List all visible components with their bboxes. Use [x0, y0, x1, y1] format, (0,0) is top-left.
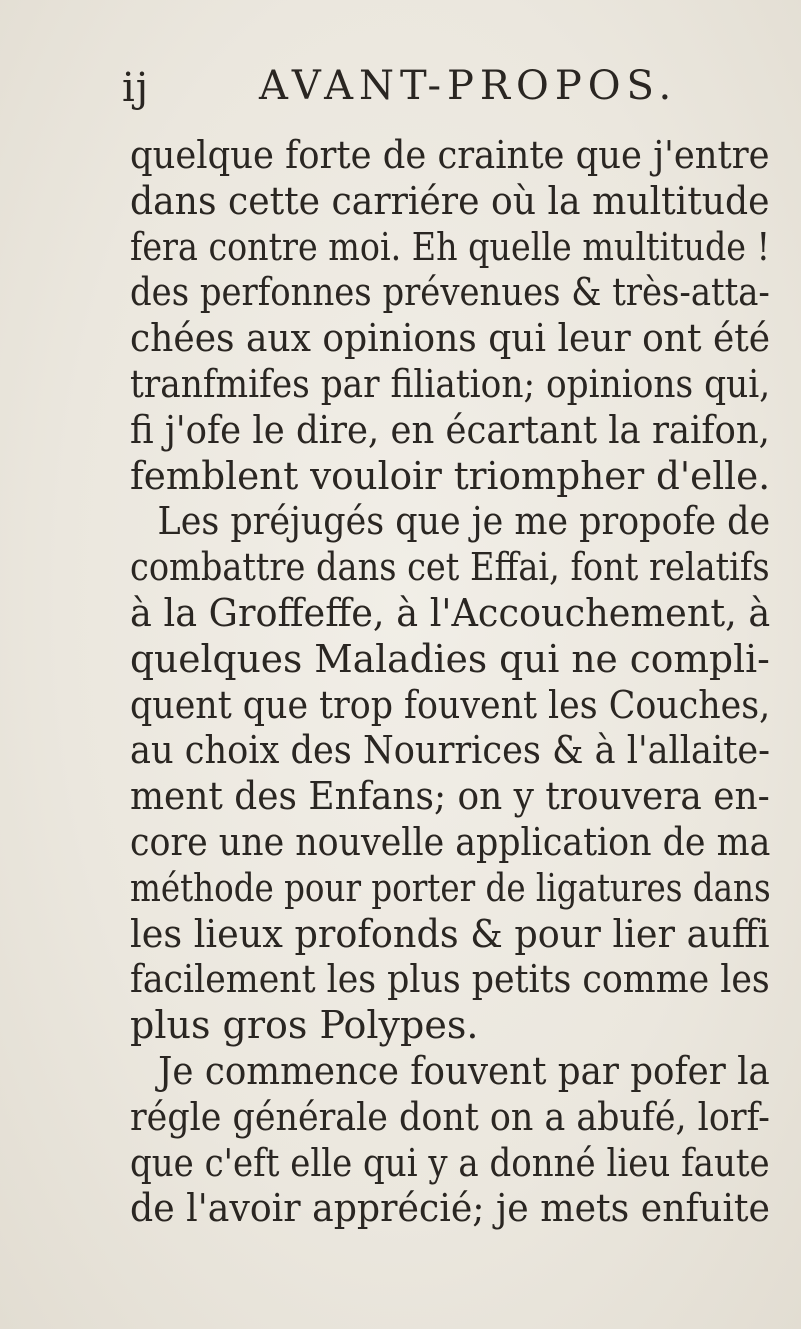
page-number: ij — [122, 65, 150, 111]
text-line: que c'eft elle qui y a donné lieu faute — [130, 1140, 770, 1185]
text-line: quent que trop fouvent les Couches, — [130, 682, 771, 727]
text-line: chées aux opinions qui leur ont été — [130, 316, 771, 361]
text-line: core une nouvelle application de ma — [130, 819, 771, 864]
page-header — [122, 52, 782, 112]
text-line: des perfonnes prévenues & très-atta- — [130, 270, 770, 315]
text-line: de l'avoir apprécié; je mets enfuite — [130, 1186, 770, 1231]
body-text — [130, 133, 770, 1232]
text-line: fera contre moi. Eh quelle multitude ! — [130, 224, 771, 269]
text-line: les lieux profonds & pour lier auffi — [130, 911, 770, 956]
text-line: femblent vouloir triompher d'elle. — [130, 453, 771, 498]
paragraph-start-line: Je commence fouvent par pofer la — [158, 1048, 770, 1093]
running-title: AVANT-PROPOS. — [259, 63, 678, 109]
text-line: à la Groffeffe, à l'Accouchement, à — [130, 590, 771, 635]
text-line: combattre dans cet Effai, font relatifs — [130, 545, 770, 590]
text-line: ment des Enfans; on y trouvera en- — [130, 774, 770, 819]
text-line: tranfmifes par filiation; opinions qui, — [130, 361, 771, 406]
text-line: au choix des Nourrices & à l'allaite- — [130, 728, 771, 773]
text-line: méthode pour porter de ligatures dans — [130, 865, 771, 910]
text-line: plus gros Polypes. — [130, 1003, 479, 1048]
text-line: dans cette carriére où la multitude — [130, 178, 770, 223]
text-line: régle générale dont on a abufé, lorf- — [130, 1094, 770, 1139]
text-line: quelque forte de crainte que j'entre — [130, 133, 770, 177]
paragraph-start-line: Les préjugés que je me propofe de — [157, 499, 771, 544]
text-line: quelques Maladies qui ne compli- — [130, 636, 770, 681]
text-line: facilement les plus petits comme les — [130, 957, 770, 1002]
text-line: fi j'ofe le dire, en écartant la raifon, — [130, 407, 770, 452]
